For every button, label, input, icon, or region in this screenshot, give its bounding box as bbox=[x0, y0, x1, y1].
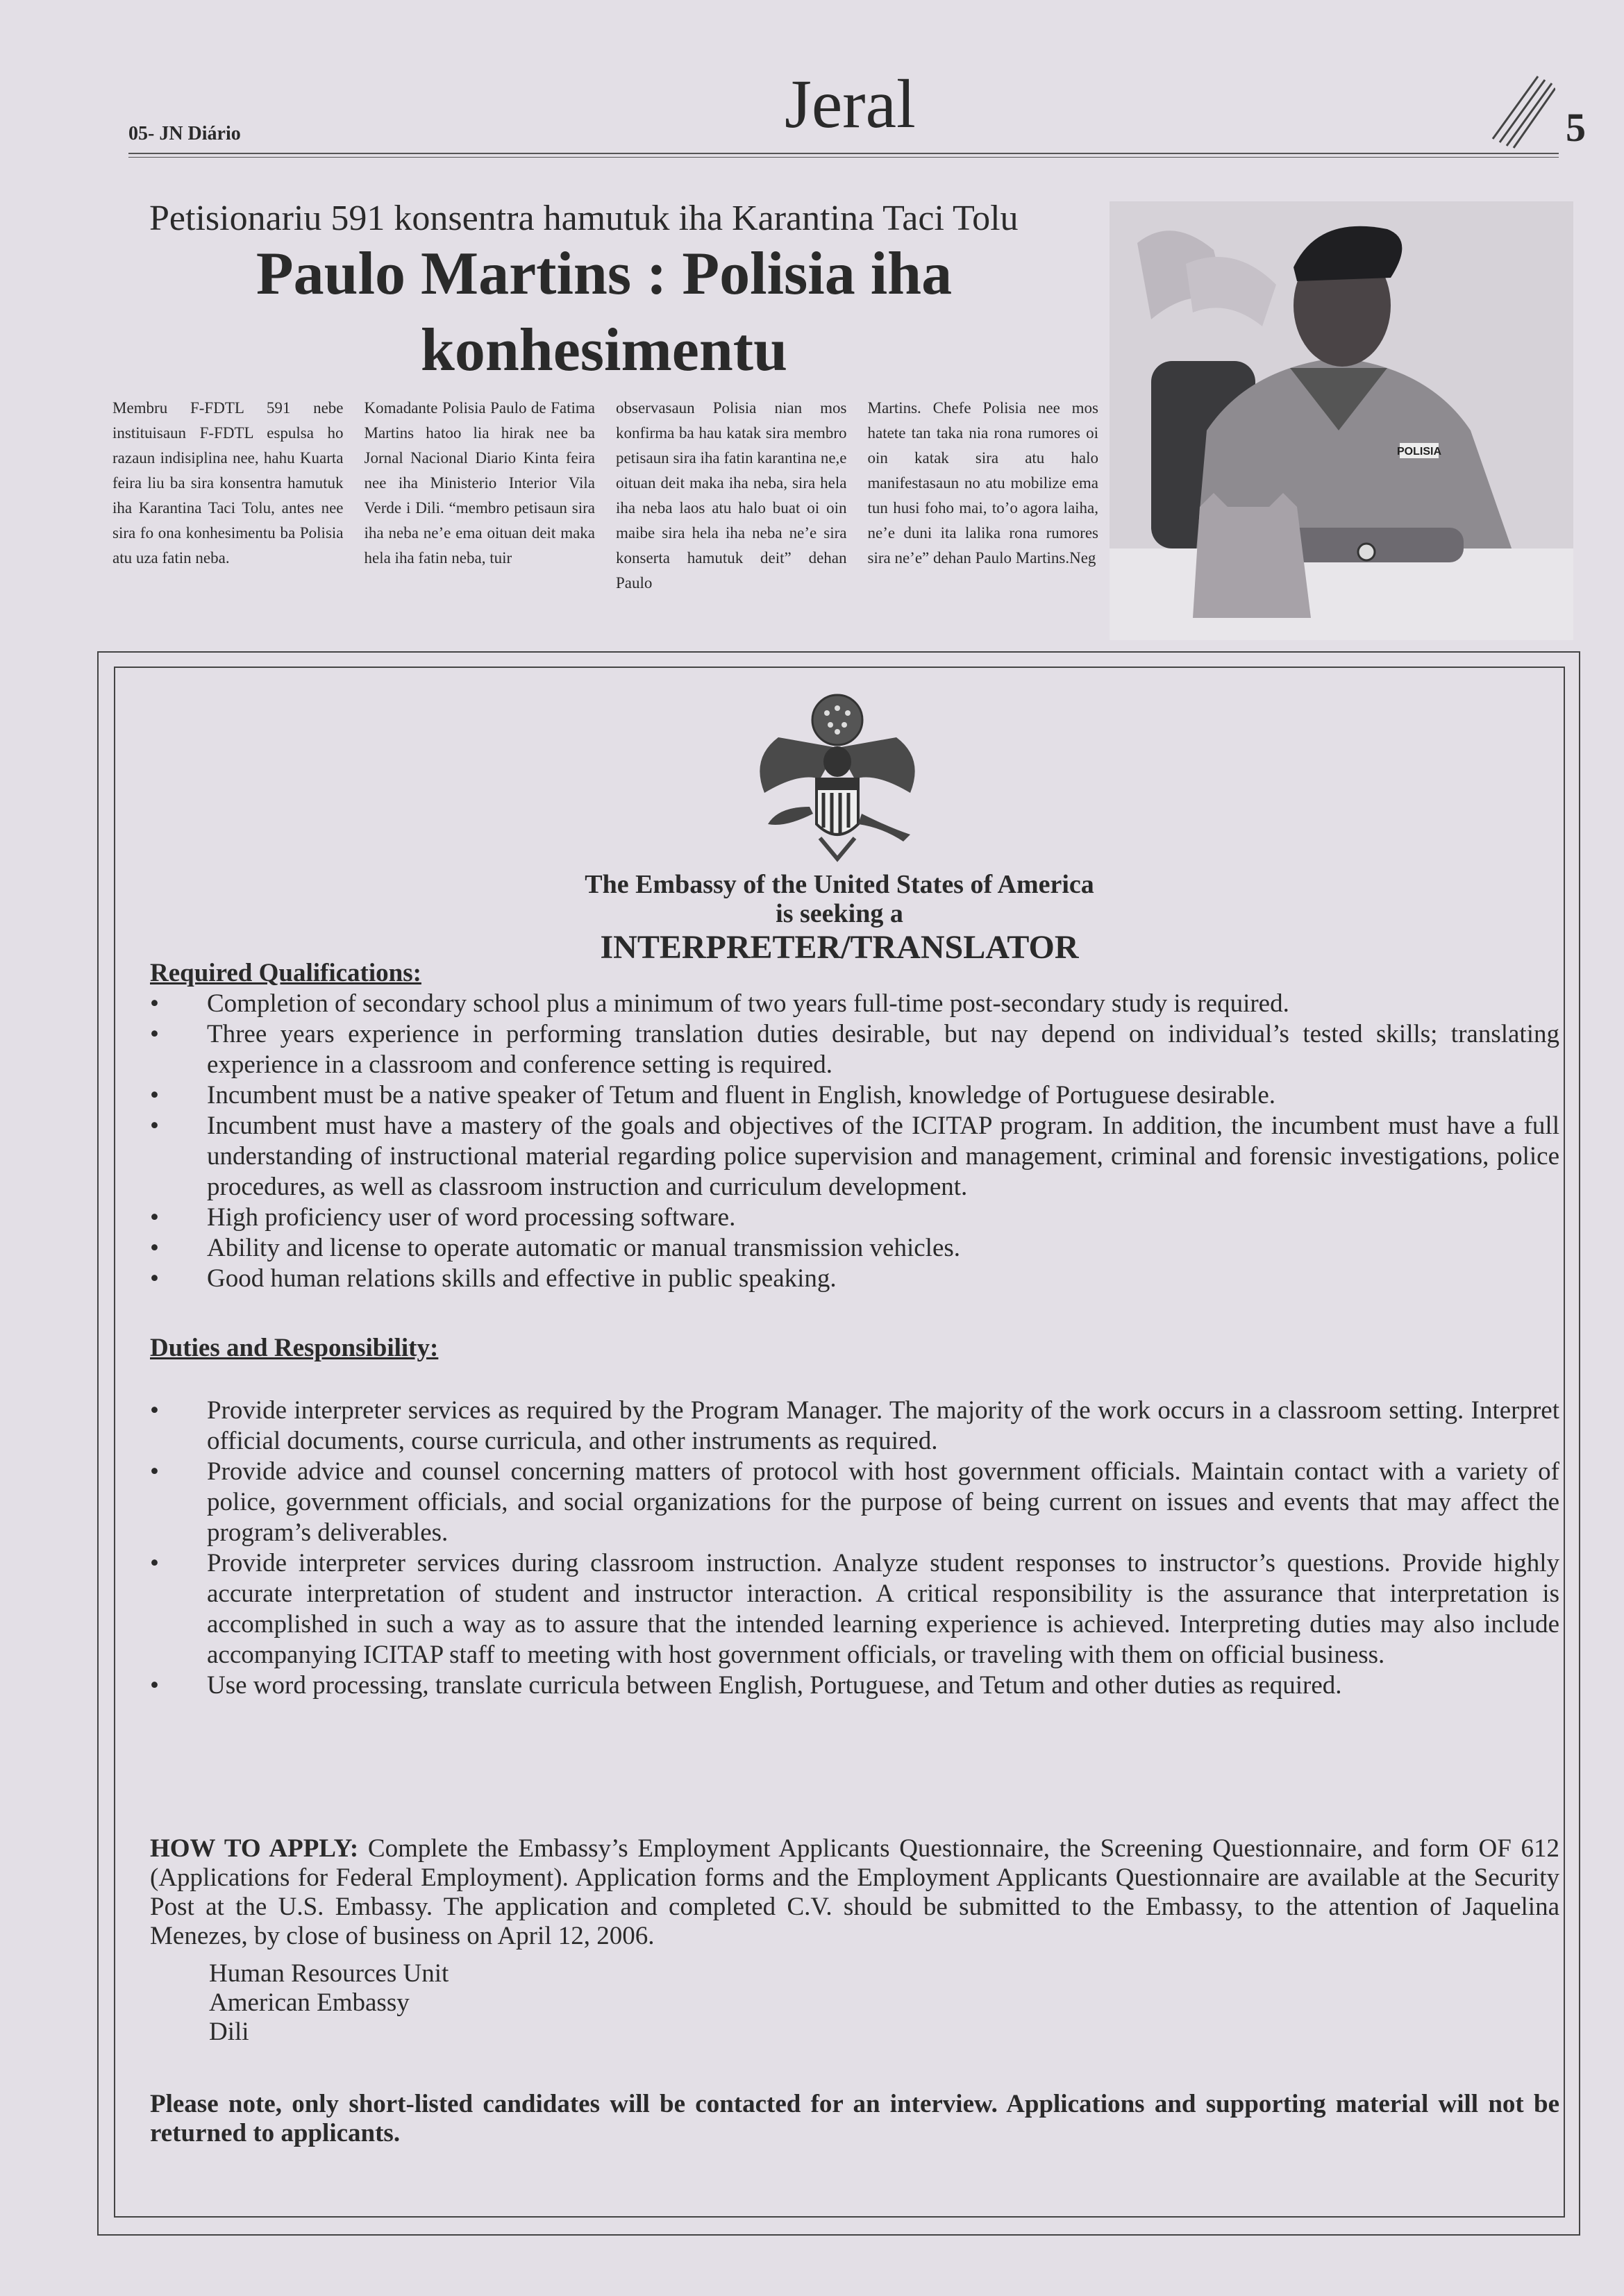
police-commander-photo bbox=[1110, 201, 1573, 640]
address-line: Human Resources Unit bbox=[209, 1959, 449, 1988]
list-item: • Good human relations skills and effective in public speaking. bbox=[150, 1264, 837, 1293]
qualifications-list bbox=[150, 989, 1559, 1294]
list-item: • Provide advice and counsel concerning matters of protocol with host government officials. Maintain contact with a variety of police, government officials, and social organizations for the purpose of being current on issues and events that may affect the program’s deliverables. bbox=[150, 1457, 1559, 1547]
news-article bbox=[104, 194, 1104, 639]
article-headline: Paulo Martins : Polisia iha konhesimentu bbox=[256, 240, 953, 384]
list-item: • Incumbent must have a mastery of the goals and objectives of the ICITAP program. In addition, the incumbent must have a full understanding of instructional material regarding police supervision and management, criminal and forensic investigations, police procedures, as well as classroom instruction and curriculum development. bbox=[150, 1112, 1559, 1201]
bullet-icon: • bbox=[150, 1264, 159, 1293]
article-body bbox=[112, 396, 1098, 596]
hatch-lines-icon bbox=[1489, 73, 1555, 149]
bullet-icon: • bbox=[150, 1549, 159, 1577]
how-to-apply bbox=[150, 1834, 1559, 1951]
address-line: Dili bbox=[209, 2018, 249, 2046]
bullet-icon: • bbox=[150, 1234, 159, 1262]
article-photo bbox=[1110, 201, 1573, 640]
ad-title-seeking: is seeking a bbox=[776, 899, 903, 928]
page-number: 5 bbox=[1566, 105, 1586, 150]
list-item: • Completion of secondary school plus a minimum of two years full-time post-secondary study is required. bbox=[150, 989, 1289, 1018]
section-label: 05- JN Diário bbox=[128, 123, 241, 144]
header-rule bbox=[128, 153, 1559, 158]
bullet-icon: • bbox=[150, 989, 159, 1018]
bullet-icon: • bbox=[150, 1112, 159, 1140]
list-item: • High proficiency user of word processing software. bbox=[150, 1203, 736, 1232]
list-item: • Ability and license to operate automatic or manual transmission vehicles. bbox=[150, 1234, 961, 1262]
ad-job-title: INTERPRETER/TRANSLATOR bbox=[600, 929, 1079, 966]
page-header bbox=[128, 66, 1559, 170]
ad-title-embassy: The Embassy of the United States of America bbox=[585, 870, 1094, 899]
section-title: Jeral bbox=[785, 65, 916, 142]
bullet-icon: • bbox=[150, 1203, 159, 1232]
list-item: • Provide interpreter services during classroom instruction. Analyze student responses to instructor’s questions. Provide highly accurate interpretation of student and instructor interaction. A critical responsibility is the assurance that interpretation is accomplished in such a way as to assure that the intended learning experience is achieved. Interpreting duties may also include accompanying ICITAP staff to meeting with host government officials, or traveling with them on official business. bbox=[150, 1549, 1559, 1669]
duties-list bbox=[150, 1396, 1559, 1701]
article-column: observasaun Polisia nian mos konfirma ba hau katak sira membro petisaun sira iha fatin karantina ne,e oituan deit maka iha neba, sira hela iha neba laos atu halo buat oi oin maibe sira hela iha neba ne’e sira konserta hamutuk deit” dehan Paulo bbox=[616, 399, 847, 592]
bullet-icon: • bbox=[150, 1671, 159, 1700]
mailing-address bbox=[209, 1959, 449, 2047]
qualifications-heading: Required Qualifications: bbox=[150, 959, 421, 987]
list-item: • Incumbent must be a native speaker of Tetum and fluent in English, knowledge of Portuguese desirable. bbox=[150, 1081, 1276, 1109]
article-kicker: Petisionariu 591 konsentra hamutuk iha Karantina Taci Tolu bbox=[149, 199, 1019, 238]
applicant-note: Please note, only short-listed candidates will be contacted for an interview. Applications and supporting material will not be returned to applicants. bbox=[150, 2090, 1559, 2147]
article-column: Martins. Chefe Polisia nee mos hatete tan taka nia rona rumores oi oin katak sira atu halo manifestasaun no atu mobilize ema tun husi foho mai, to’o agora laiha, ne’e duni ita lalika rona rumores sira ne’e” dehan Paulo Martins.Neg bbox=[867, 399, 1098, 567]
job-advertisement bbox=[97, 651, 1580, 2236]
list-item: • Provide interpreter services as required by the Program Manager. The majority of the work occurs in a classroom setting. Interpret official documents, course curricula, and other instruments as required. bbox=[150, 1396, 1559, 1455]
bullet-icon: • bbox=[150, 1081, 159, 1109]
how-to-apply-text: Complete the Embassy’s Employment Applicants Questionnaire, the Screening Questionnaire, and form OF 612 (Applications for Federal Employment). Application forms and the Employment Applicants Questionnaire are available at the Security Post at the U.S. Embassy. The application and completed C.V. should be submitted to the Embassy, to the attention of Jaquelina Menezes, by close of business on April 12, 2006. bbox=[150, 1834, 1559, 1950]
article-column: Komadante Polisia Paulo de Fatima Martins hatoo lia hirak nee ba Jornal Nacional Diario Kinta feira nee iha Ministerio Interior Vila Verde i Dili. “membro petisaun sira iha neba ne’e ema oituan deit maka hela iha fatin neba, tuir bbox=[364, 399, 595, 567]
bullet-icon: • bbox=[150, 1396, 159, 1425]
how-to-apply-label: HOW TO APPLY: bbox=[150, 1834, 359, 1863]
address-line: American Embassy bbox=[209, 1988, 410, 2017]
bullet-icon: • bbox=[150, 1457, 159, 1486]
polisia-badge: POLISIA bbox=[1396, 446, 1442, 458]
bullet-icon: • bbox=[150, 1020, 159, 1048]
advertisement-frame bbox=[114, 667, 1565, 2218]
list-item: • Use word processing, translate curricula between English, Portuguese, and Tetum and other duties as required. bbox=[150, 1671, 1342, 1700]
list-item: • Three years experience in performing translation duties desirable, but nay depend on individual’s tested skills; translating experience in a classroom and conference setting is required. bbox=[150, 1020, 1559, 1079]
article-column: Membru F-FDTL 591 nebe instituisaun F-FDTL espulsa ho razaun indisiplina nee, hahu Kuarta feira liu ba sira konsentra hamutuk iha Karantina Taci Tolu, antes nee sira fo ona konhesimentu ba Polisia atu uza fatin neba. bbox=[112, 399, 344, 567]
eagle-seal-icon bbox=[737, 689, 938, 869]
duties-heading: Duties and Responsibility: bbox=[150, 1334, 439, 1362]
